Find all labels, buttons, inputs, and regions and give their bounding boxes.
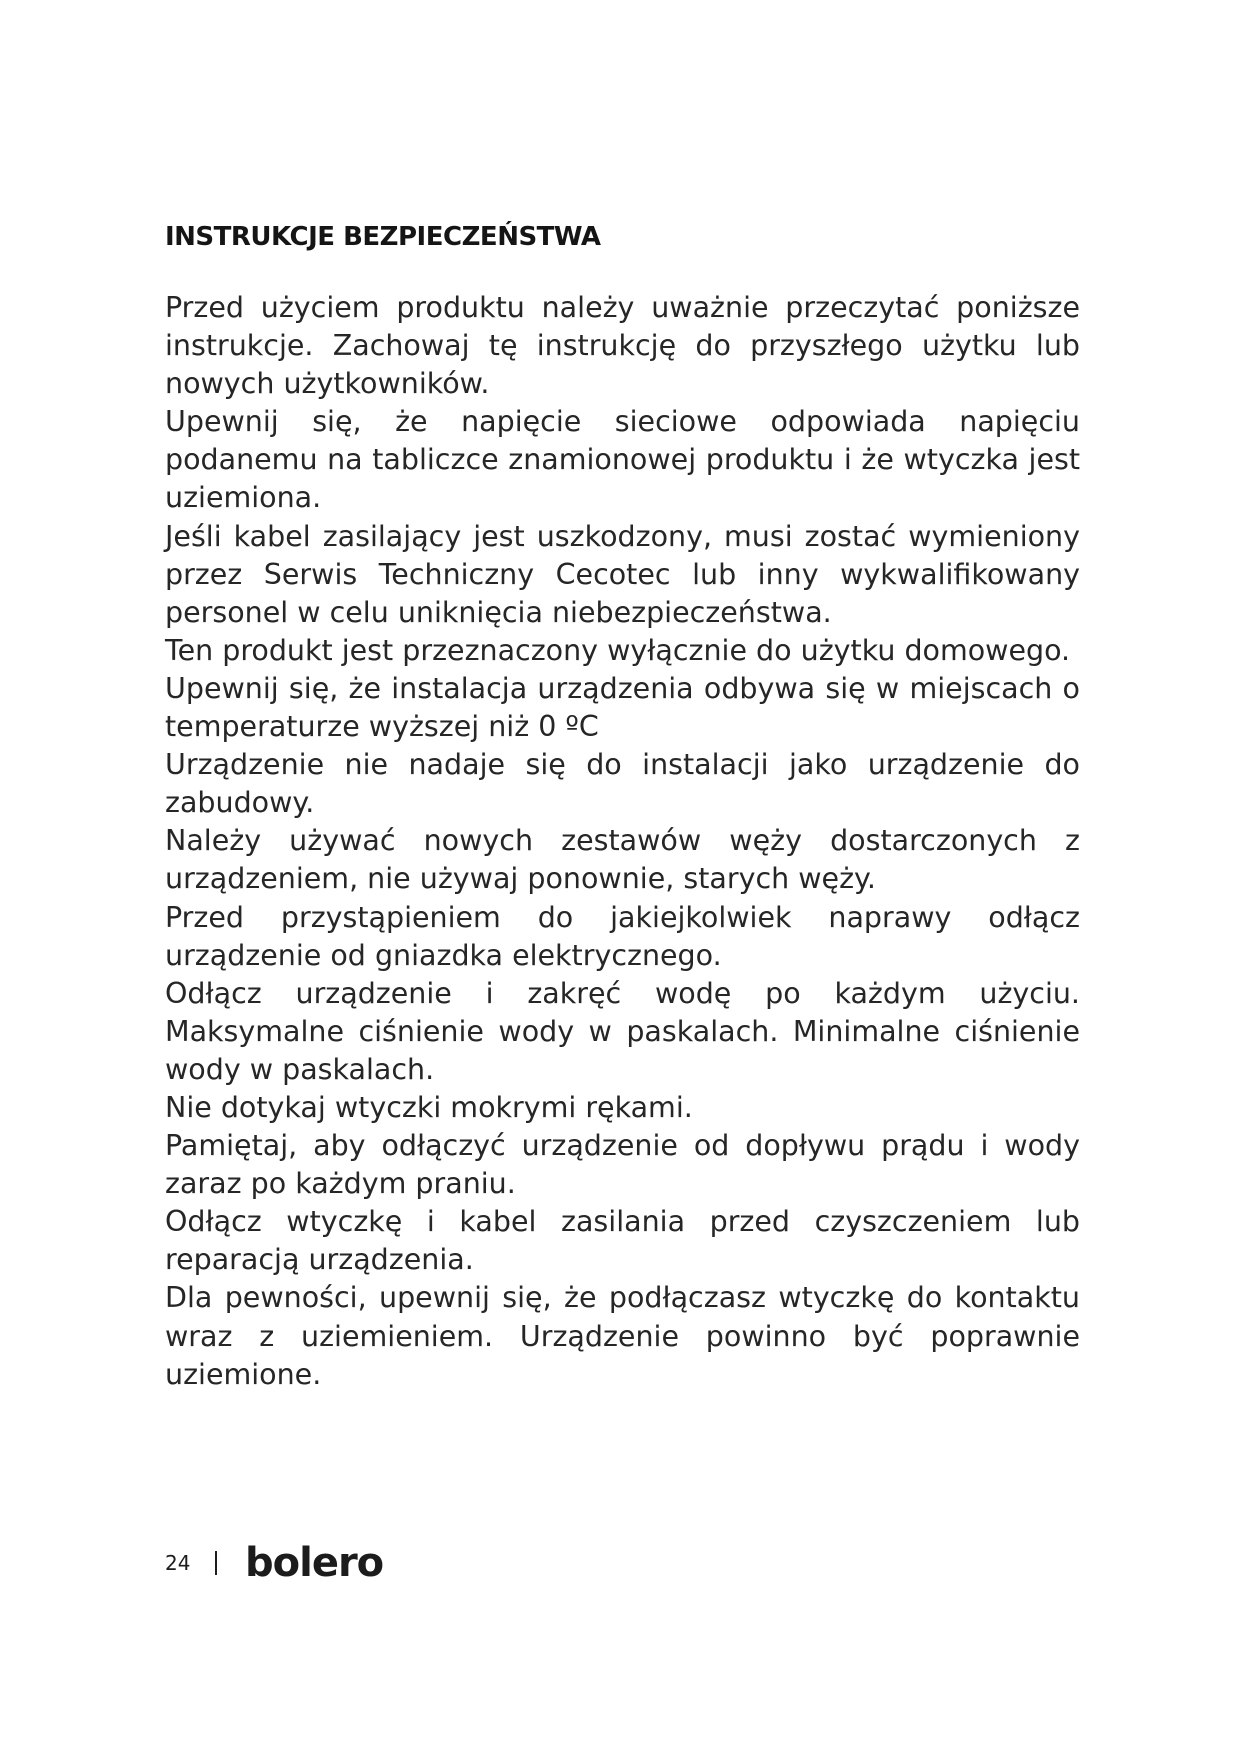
instruction-paragraph: Upewnij się, że napięcie sieciowe odpowiada napięciu podanemu na tabliczce znamionowej produktu i że wtyczka jest uziemiona.	[165, 405, 1080, 515]
instruction-paragraph: Ten produkt jest przeznaczony wyłącznie do użytku domowego.	[165, 633, 1071, 667]
instruction-paragraph: Jeśli kabel zasilający jest uszkodzony, musi zostać wymieniony przez Serwis Techniczny Cecotec lub inny wykwalifikowany personel w celu uniknięcia niebezpieczeństwa.	[165, 519, 1080, 629]
bolero-logo-text: bolero	[245, 1541, 384, 1585]
instruction-paragraph: Przed użyciem produktu należy uważnie przeczytać poniższe instrukcje. Zachowaj tę instrukcję do przyszłego użytku lub nowych użytkowników.	[165, 291, 1080, 401]
instruction-paragraph: Należy używać nowych zestawów węży dostarczonych z urządzeniem, nie używaj ponownie, starych węży.	[165, 824, 1080, 896]
page-title: INSTRUKCJE BEZPIECZEŃSTWA	[165, 222, 601, 252]
instruction-paragraph: Dla pewności, upewnij się, że podłączasz wtyczkę do kontaktu wraz z uziemieniem. Urządzenie powinno być poprawnie uziemione.	[165, 1281, 1080, 1391]
bolero-logo	[245, 1541, 390, 1585]
footer-divider	[215, 1551, 217, 1575]
instruction-paragraph: Odłącz wtyczkę i kabel zasilania przed czyszczeniem lub reparacją urządzenia.	[165, 1205, 1080, 1277]
instruction-paragraph: Pamiętaj, aby odłączyć urządzenie od dopływu prądu i wody zaraz po każdym praniu.	[165, 1129, 1080, 1201]
instruction-paragraph: Upewnij się, że instalacja urządzenia odbywa się w miejscach o temperaturze wyższej niż 0 ºC	[165, 671, 1080, 744]
instruction-paragraph: Urządzenie nie nadaje się do instalacji jako urządzenie do zabudowy.	[165, 748, 1080, 820]
instruction-paragraph: Odłącz urządzenie i zakręć wodę po każdym użyciu. Maksymalne ciśnienie wody w paskalach. Minimalne ciśnienie wody w paskalach.	[165, 976, 1080, 1086]
page-footer	[165, 1538, 390, 1588]
safety-instructions-body	[165, 289, 1080, 1394]
instruction-paragraph: Przed przystąpieniem do jakiejkolwiek naprawy odłącz urządzenie od gniazdka elektrycznego.	[165, 900, 1080, 972]
instruction-paragraph: Nie dotykaj wtyczki mokrymi rękami.	[165, 1090, 693, 1124]
page-number: 24	[165, 1551, 191, 1575]
